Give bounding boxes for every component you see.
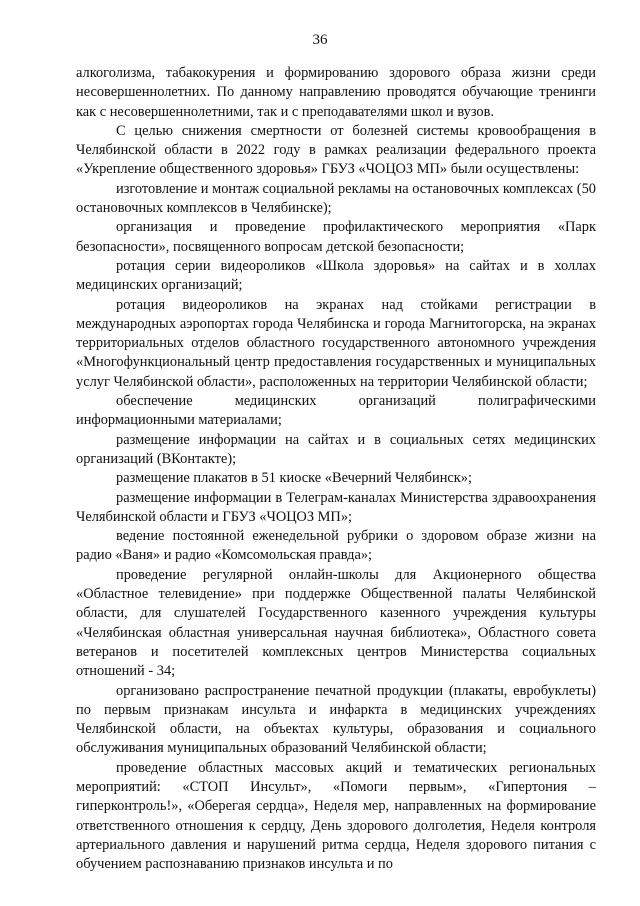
list-item-health-school-videos: ротация серии видеороликов «Школа здоровья» на сайтах и в холлах медицинских организаций; — [76, 257, 596, 294]
list-item-printed-materials: обеспечение медицинских организаций полиграфическими информационными материалами; — [76, 393, 596, 429]
list-item-online-school: проведение регулярной онлайн-школы для Акционерного общества «Областное телевидение» при поддержке Общественной палаты Челябинской области, для слушателей Государственного казенного учреждения культуры «Челябинская областная универсальная научная библиотека», Областного совета ветеранов и посетителей комплексных центров Министерства социальных отношений - 34; — [76, 566, 596, 680]
list-item-ads: изготовление и монтаж социальной рекламы на остановочных комплексах (50 остановочных комплексов в Челябинске); — [76, 180, 596, 217]
list-item-posters: размещение плакатов в 51 киоске «Вечерний Челябинск»; — [116, 470, 472, 487]
paragraph-intro: С целью снижения смертности от болезней системы кровообращения в Челябинской области в 2022 году в рамках реализации федерального проекта «Укрепление общественного здоровья» ГБУЗ «ЧОЦОЗ МП» были осуществлены: — [76, 122, 596, 178]
list-item-campaigns: проведение областных массовых акций и тематических региональных мероприятий: «СТОП Инсульт», «Помоги первым», «Гипертония – гиперконтроль!», «Оберегая сердца», Неделя мер, направленных на формирование ответственного отношения к сердцу, День здорового долголетия, Неделя контроля артериального давления и нарушений ритма сердца, Неделя здорового питания с обучением распознаванию признаков инсульта и по — [76, 759, 596, 873]
list-item-distribution: организовано распространение печатной продукции (плакаты, евробуклеты) по первым признакам инсульта и инфаркта в медицинских учреждениях Челябинской области, на объектах культуры, образования и социального обслуживания муниципальных образований Челябинской области; — [76, 682, 596, 757]
page-number: 36 — [312, 32, 328, 48]
list-item-airport-videos: ротация видеороликов на экранах над стойками регистрации в международных аэропортах города Челябинска и города Магнитогорска, на экранах территориальных отделов областного государственного автономного учреждения «Многофункциональный центр предоставления государственных и муниципальных услуг Челябинской области», расположенных на территории Челябинской области; — [76, 296, 596, 390]
list-item-radio: ведение постоянной еженедельной рубрики о здоровом образе жизни на радио «Ваня» и радио «Комсомольская правда»; — [76, 528, 596, 564]
paragraph-continuation: алкоголизма, табакокурения и формированию здорового образа жизни среди несовершеннолетних. По данному направлению проводятся обучающие тренинги как с несовершеннолетними, так и с преподавателями школ и вузов. — [76, 65, 596, 120]
body-text — [76, 64, 596, 874]
list-item-safety-park: организация и проведение профилактического мероприятия «Парк безопасности», посвященного вопросам детской безопасности; — [76, 219, 596, 255]
list-item-social-networks: размещение информации на сайтах и в социальных сетях медицинских организаций (ВКонтакте); — [76, 431, 596, 467]
list-item-telegram: размещение информации в Телеграм-каналах Министерства здравоохранения Челябинской области и ГБУЗ «ЧОЦОЗ МП»; — [76, 489, 596, 525]
